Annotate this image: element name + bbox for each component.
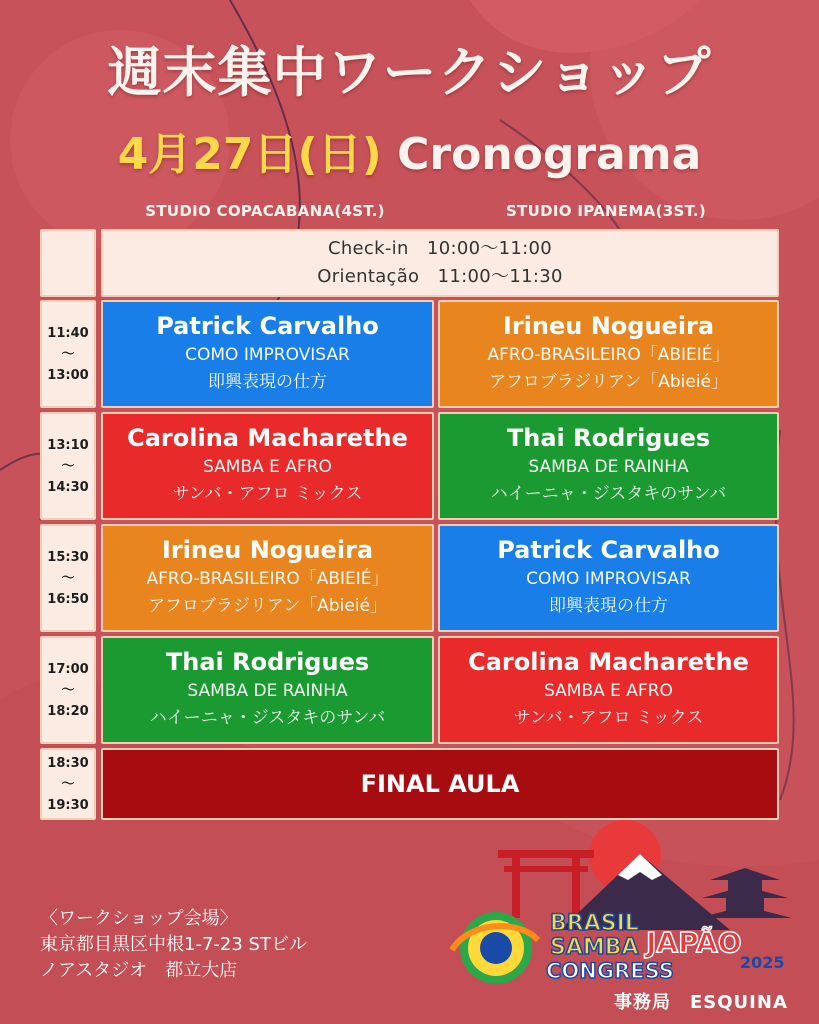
torii-gate-icon xyxy=(498,850,594,918)
final-aula-label: FINAL AULA xyxy=(360,770,520,798)
time-start: 15:30 xyxy=(47,549,89,565)
brasil-samba-congress-logo xyxy=(440,820,810,990)
time-end: 18:20 xyxy=(47,703,89,719)
class-title: COMO IMPROVISAR xyxy=(526,569,691,589)
time-slot-4 xyxy=(40,636,96,744)
class-title-ja: 即興表現の仕方 xyxy=(208,372,327,392)
time-sep: 〜 xyxy=(61,458,75,474)
cronograma-label: Cronograma xyxy=(397,129,702,180)
class-title-ja: サンバ・アフロ ミックス xyxy=(172,484,363,504)
instructor-name: Patrick Carvalho xyxy=(497,536,720,564)
event-date: 4月27日(日) xyxy=(117,129,382,180)
class-card[interactable] xyxy=(101,300,434,408)
time-slot-2 xyxy=(40,412,96,520)
instructor-name: Carolina Macharethe xyxy=(468,648,749,676)
venue-heading: 〈ワークショップ会場〉 xyxy=(40,908,238,929)
time-slot-1 xyxy=(40,300,96,408)
logo-congress: CONGRESS xyxy=(546,959,674,983)
class-card[interactable] xyxy=(438,524,779,632)
instructor-name: Thai Rodrigues xyxy=(506,424,711,452)
time-end: 19:30 xyxy=(47,797,89,813)
time-start: 13:10 xyxy=(47,437,89,453)
venue-name: ノアスタジオ 都立大店 xyxy=(40,960,238,981)
venue-address: 東京都目黒区中根1-7-23 STビル xyxy=(40,934,307,955)
final-aula-card[interactable] xyxy=(101,748,779,820)
class-title-ja: アフロブラジリアン「Abieié」 xyxy=(488,372,729,392)
logo-brasil: BRASIL xyxy=(550,911,639,936)
class-title-ja: ハイーニャ・ジスタキのサンバ xyxy=(149,708,386,728)
time-end: 16:50 xyxy=(47,591,89,607)
studio-ipanema-header: STUDIO IPANEMA(3ST.) xyxy=(506,202,706,220)
checkin-line: Check-in 10:00〜11:00 xyxy=(327,238,553,259)
class-title-ja: サンバ・アフロ ミックス xyxy=(513,708,704,728)
class-card[interactable] xyxy=(101,524,434,632)
class-title: AFRO-BRASILEIRO「ABIEIÉ」 xyxy=(487,345,730,365)
orientation-line: Orientação 11:00〜11:30 xyxy=(317,266,563,287)
logo-japao: JAPÃO xyxy=(646,926,742,959)
logo-year: 2025 xyxy=(740,953,785,972)
pagoda-icon xyxy=(698,868,792,918)
time-sep: 〜 xyxy=(61,682,75,698)
class-title-ja: アフロブラジリアン「Abieié」 xyxy=(147,596,388,616)
class-card[interactable] xyxy=(438,412,779,520)
class-title: AFRO-BRASILEIRO「ABIEIÉ」 xyxy=(146,569,389,589)
class-title: SAMBA E AFRO xyxy=(203,457,332,477)
time-end: 13:00 xyxy=(47,367,89,383)
time-sep: 〜 xyxy=(61,776,75,792)
studio-copacabana-header: STUDIO COPACABANA(4ST.) xyxy=(145,202,385,220)
class-title: SAMBA DE RAINHA xyxy=(187,681,348,701)
venue-info xyxy=(40,906,307,984)
time-sep: 〜 xyxy=(61,346,75,362)
logo-samba: SAMBA xyxy=(550,935,639,960)
organizer: 事務局 ESQUINA xyxy=(614,992,788,1013)
class-title-ja: 即興表現の仕方 xyxy=(549,596,668,616)
instructor-name: Carolina Macharethe xyxy=(127,424,408,452)
time-start: 17:00 xyxy=(47,661,89,677)
empty-time-cell xyxy=(40,229,96,297)
time-sep: 〜 xyxy=(61,570,75,586)
class-title: COMO IMPROVISAR xyxy=(185,345,350,365)
class-card[interactable] xyxy=(101,412,434,520)
time-slot-3 xyxy=(40,524,96,632)
page-subtitle xyxy=(0,118,819,182)
time-start: 11:40 xyxy=(47,325,89,341)
class-title: SAMBA E AFRO xyxy=(544,681,673,701)
checkin-cell xyxy=(101,229,779,297)
instructor-name: Irineu Nogueira xyxy=(502,312,715,340)
instructor-name: Thai Rodrigues xyxy=(165,648,370,676)
class-title-ja: ハイーニャ・ジスタキのサンバ xyxy=(490,484,727,504)
instructor-name: Irineu Nogueira xyxy=(161,536,374,564)
class-card[interactable] xyxy=(101,636,434,744)
page-title: 週末集中ワークショップ xyxy=(107,41,712,104)
class-title: SAMBA DE RAINHA xyxy=(528,457,689,477)
class-card[interactable] xyxy=(438,300,779,408)
class-card[interactable] xyxy=(438,636,779,744)
time-end: 14:30 xyxy=(47,479,89,495)
instructor-name: Patrick Carvalho xyxy=(156,312,379,340)
time-start: 18:30 xyxy=(47,755,89,771)
time-slot-final xyxy=(40,748,96,820)
